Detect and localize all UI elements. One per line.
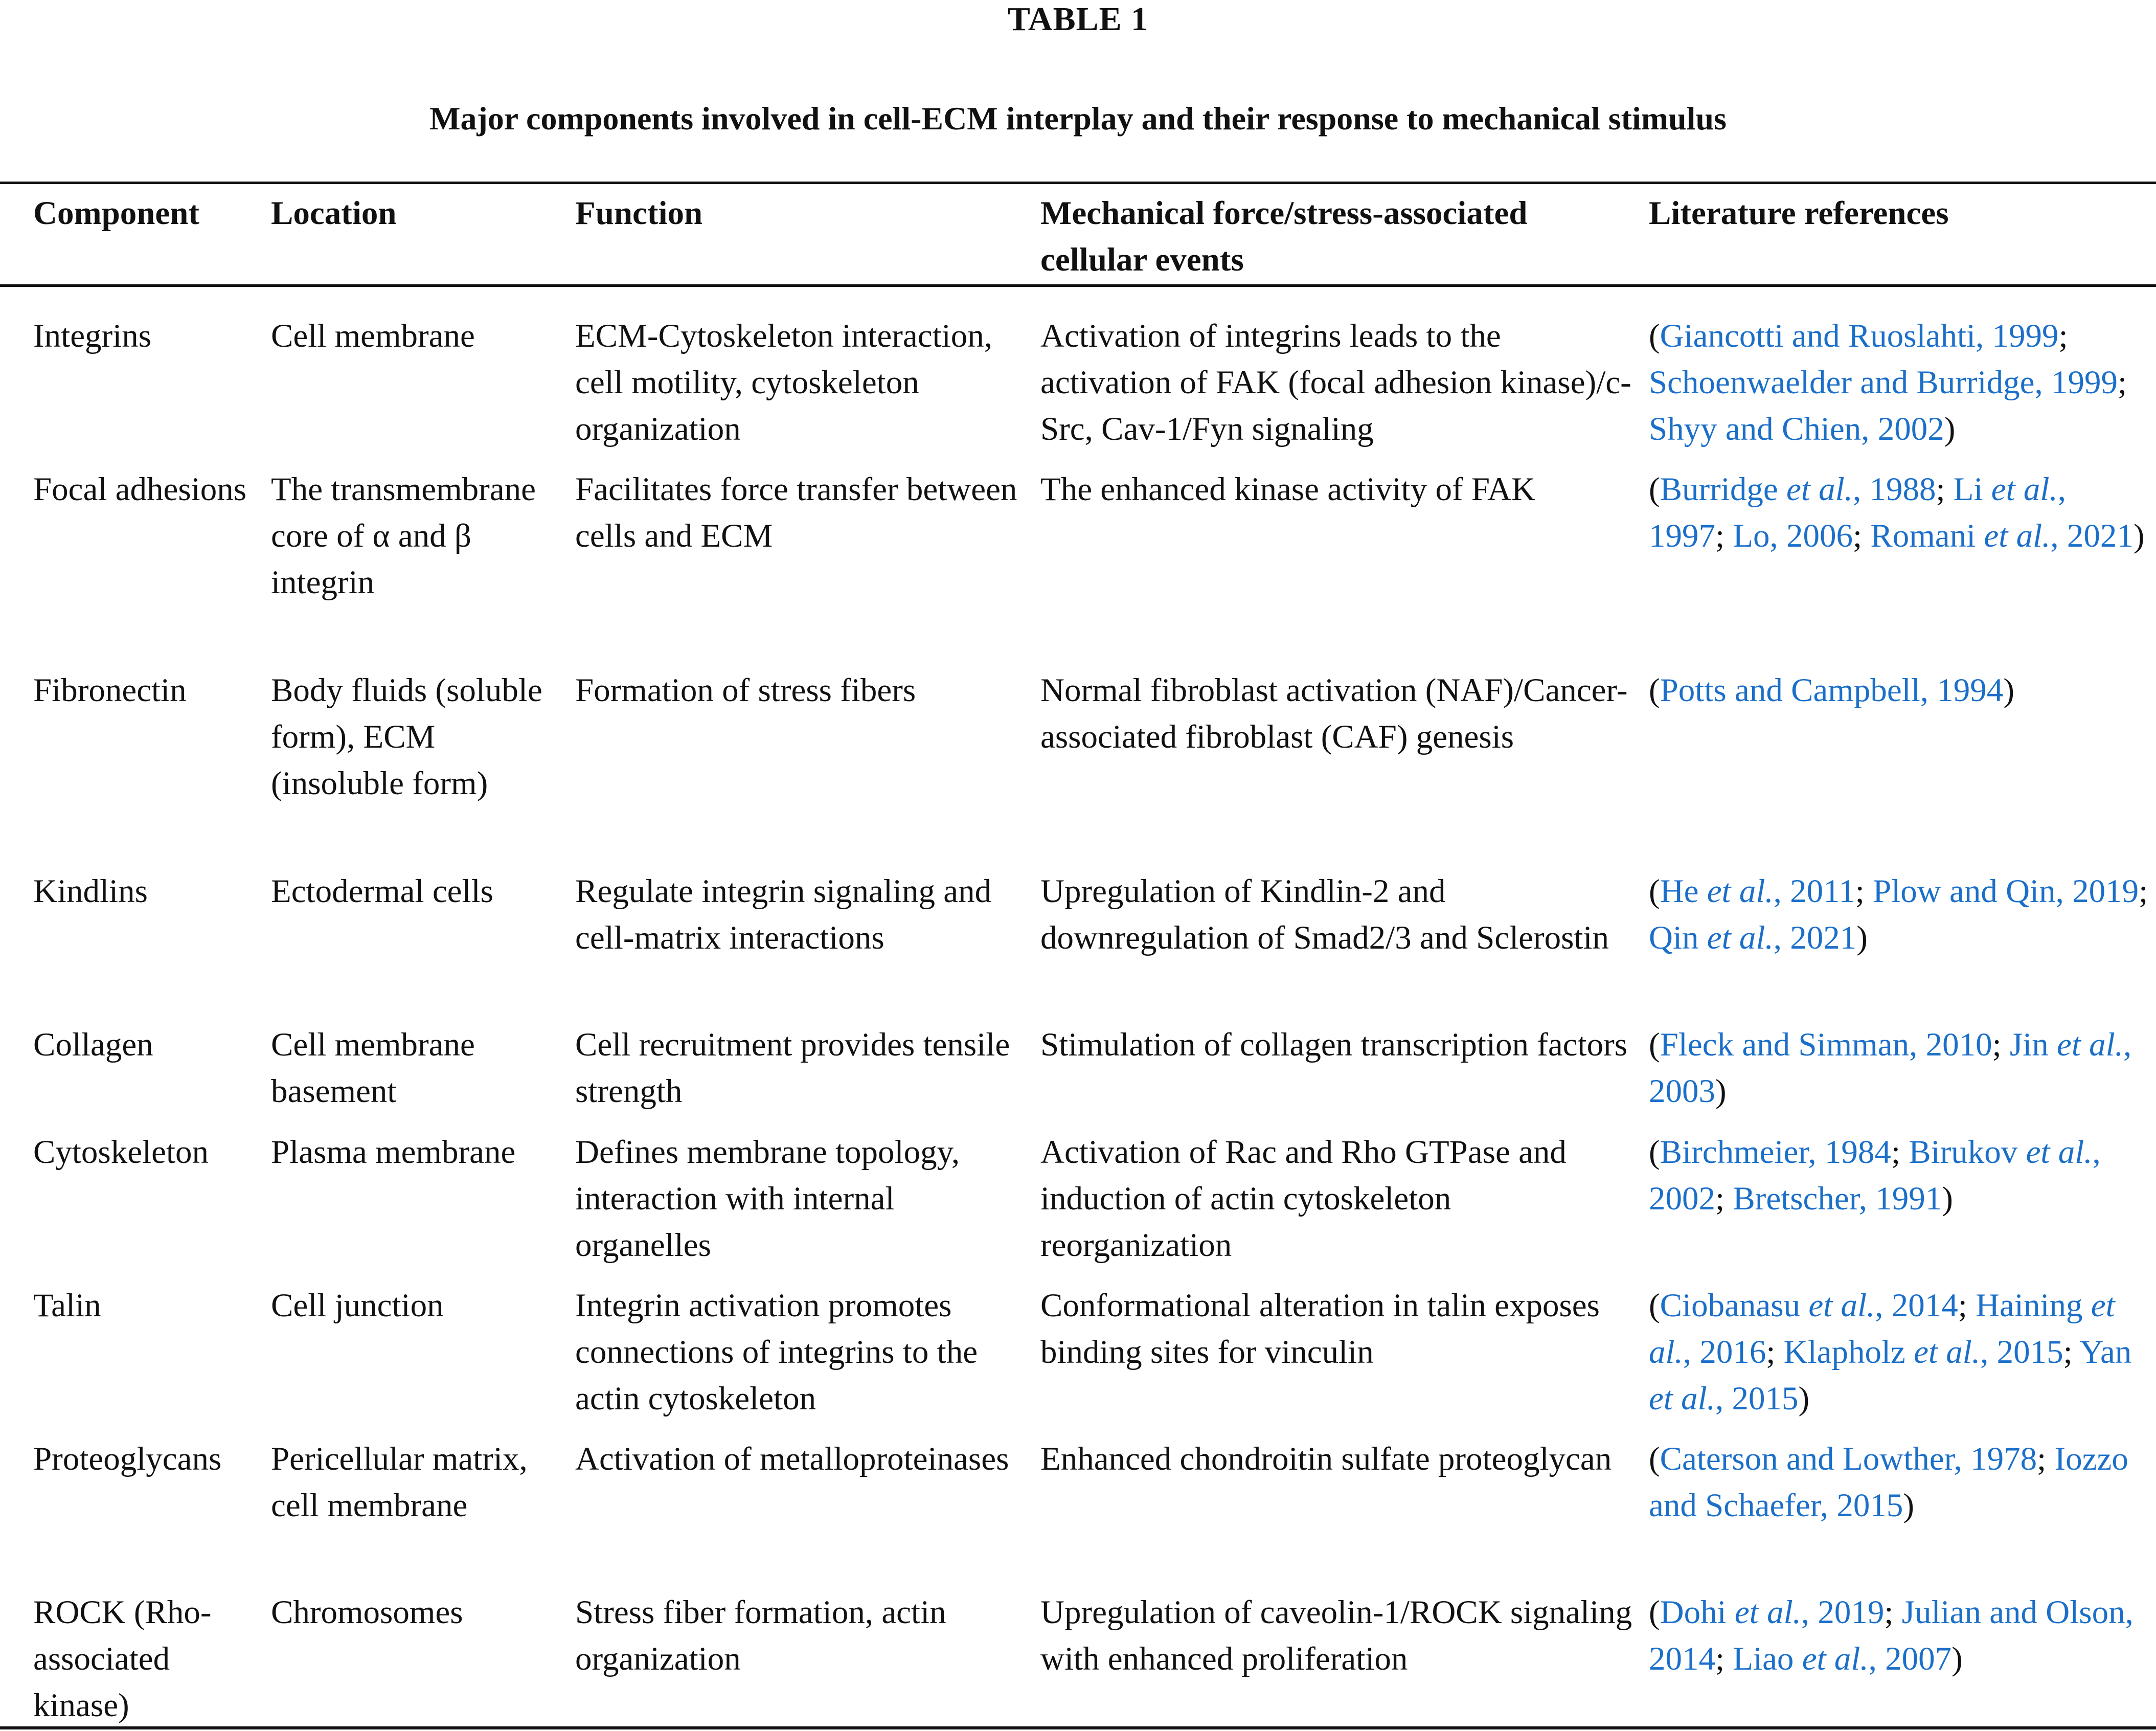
reference-link[interactable]: Romani et al., 2021 [1870,518,2134,554]
cell-references: (Burridge et al., 1988; Li et al., 1997; Lo, 2006; Romani et al., 2021) [1649,471,2145,554]
cell-location: Pericellular matrix, cell membrane [271,1441,528,1524]
reference-link[interactable]: Burridge et al., 1988 [1660,471,1936,508]
cell-references: (Potts and Campbell, 1994) [1649,672,2014,709]
cell-component: Fibronectin [33,672,187,709]
cell-location: Chromosomes [271,1594,463,1631]
cell-location: Body fluids (soluble form), ECM (insoluble form) [271,672,542,802]
cell-function: Defines membrane topology, interaction with internal organelles [575,1134,960,1264]
cell-function: Stress fiber formation, actin organization [575,1594,946,1677]
reference-link[interactable]: Yan et al., 2015 [1649,1334,2132,1417]
reference-link[interactable]: Lo, 2006 [1733,518,1853,554]
cell-location: Cell membrane basement [271,1026,475,1110]
cell-events: The enhanced kinase activity of FAK [1040,471,1536,508]
header-references: Literature references [1649,195,1949,232]
reference-link[interactable]: Qin et al., 2021 [1649,919,1857,956]
reference-link[interactable]: Birchmeier, 1984 [1660,1134,1891,1171]
cell-events: Enhanced chondroitin sulfate proteoglycan [1040,1441,1612,1477]
reference-link[interactable]: Dohi et al., 2019 [1660,1594,1885,1631]
cell-function: Activation of metalloproteinases [575,1441,1009,1477]
reference-link[interactable]: Shyy and Chien, 2002 [1649,411,1944,447]
cell-events: Upregulation of caveolin-1/ROCK signaling with enhanced proliferation [1040,1594,1632,1677]
reference-link[interactable]: Caterson and Lowther, 1978 [1660,1441,2037,1477]
cell-component: Focal adhesions [33,471,247,508]
bottom-rule [0,1726,2156,1729]
reference-link[interactable]: Klapholz et al., 2015 [1783,1334,2063,1370]
cell-function: ECM-Cytoskeleton interaction, cell motility, cytoskeleton organization [575,318,992,447]
cell-component: Cytoskeleton [33,1134,209,1171]
header-rule [0,284,2156,287]
reference-link[interactable]: He et al., 2011 [1660,873,1855,910]
cell-location: Ectodermal cells [271,873,493,910]
cell-location: Cell junction [271,1287,444,1324]
cell-references: (Birchmeier, 1984; Birukov et al., 2002; Bretscher, 1991) [1649,1134,2101,1217]
cell-events: Activation of Rac and Rho GTPase and induction of actin cytoskeleton reorganization [1040,1134,1567,1264]
reference-link[interactable]: Iozzo and Schaefer, 2015 [1649,1441,2128,1524]
cell-component: Kindlins [33,873,148,910]
reference-link[interactable]: Schoenwaelder and Burridge, 1999 [1649,364,2118,401]
cell-function: Integrin activation promotes connections of integrins to the actin cytoskeleton [575,1287,978,1417]
cell-events: Conformational alteration in talin exposes binding sites for vinculin [1040,1287,1600,1370]
cell-component: Collagen [33,1026,153,1063]
header-location: Location [271,195,397,232]
reference-link[interactable]: Julian and Olson, 2014 [1649,1594,2134,1677]
reference-link[interactable]: Potts and Campbell, 1994 [1660,672,2004,709]
cell-references: (Ciobanasu et al., 2014; Haining et al., 2016; Klapholz et al., 2015; Yan et al., 2015) [1649,1287,2132,1417]
cell-function: Facilitates force transfer between cells and ECM [575,471,1017,554]
reference-link[interactable]: Birukov et al., 2002 [1649,1134,2101,1217]
cell-component: Proteoglycans [33,1441,222,1477]
top-rule [0,182,2156,184]
cell-references: (Giancotti and Ruoslahti, 1999; Schoenwaelder and Burridge, 1999; Shyy and Chien, 2002) [1649,318,2127,447]
reference-link[interactable]: Jin et al., 2003 [1649,1026,2132,1110]
reference-link[interactable]: Li et al., 1997 [1649,471,2066,554]
reference-link[interactable]: Bretscher, 1991 [1733,1180,1942,1217]
reference-link[interactable]: Giancotti and Ruoslahti, 1999 [1660,318,2059,354]
header-component: Component [33,195,200,232]
cell-references: (He et al., 2011; Plow and Qin, 2019; Qin et al., 2021) [1649,873,2148,956]
cell-events: Activation of integrins leads to the activation of FAK (focal adhesion kinase)/c-Src, Cav-1/Fyn signaling [1040,318,1631,447]
reference-link[interactable]: Haining et al., 2016 [1649,1287,2115,1370]
cell-location: Cell membrane [271,318,475,354]
table-title: Major components involved in cell-ECM interplay and their response to mechanical stimulus [429,100,1727,137]
header-function: Function [575,195,703,232]
cell-events: Normal fibroblast activation (NAF)/Cancer-associated fibroblast (CAF) genesis [1040,672,1628,755]
cell-component: Talin [33,1287,101,1324]
reference-link[interactable]: Fleck and Simman, 2010 [1660,1026,1992,1063]
reference-link[interactable]: Plow and Qin, 2019 [1873,873,2139,910]
cell-component: ROCK (Rho-associated kinase) [33,1594,212,1724]
cell-location: The transmembrane core of α and β integrin [271,471,536,601]
reference-link[interactable]: Liao et al., 2007 [1733,1640,1952,1677]
cell-location: Plasma membrane [271,1134,516,1171]
cell-events: Stimulation of collagen transcription factors [1040,1026,1628,1063]
cell-references: (Dohi et al., 2019; Julian and Olson, 2014; Liao et al., 2007) [1649,1594,2134,1677]
cell-events: Upregulation of Kindlin-2 and downregulation of Smad2/3 and Sclerostin [1040,873,1609,956]
cell-function: Formation of stress fibers [575,672,916,709]
cell-function: Regulate integrin signaling and cell-matrix interactions [575,873,992,956]
cell-component: Integrins [33,318,152,354]
cell-function: Cell recruitment provides tensile strength [575,1026,1010,1110]
cell-references: (Caterson and Lowther, 1978; Iozzo and Schaefer, 2015) [1649,1441,2128,1524]
reference-link[interactable]: Ciobanasu et al., 2014 [1660,1287,1958,1324]
table-label: TABLE 1 [1007,1,1149,38]
header-events: Mechanical force/stress-associated cellular events [1040,195,1528,278]
cell-references: (Fleck and Simman, 2010; Jin et al., 2003) [1649,1026,2132,1110]
